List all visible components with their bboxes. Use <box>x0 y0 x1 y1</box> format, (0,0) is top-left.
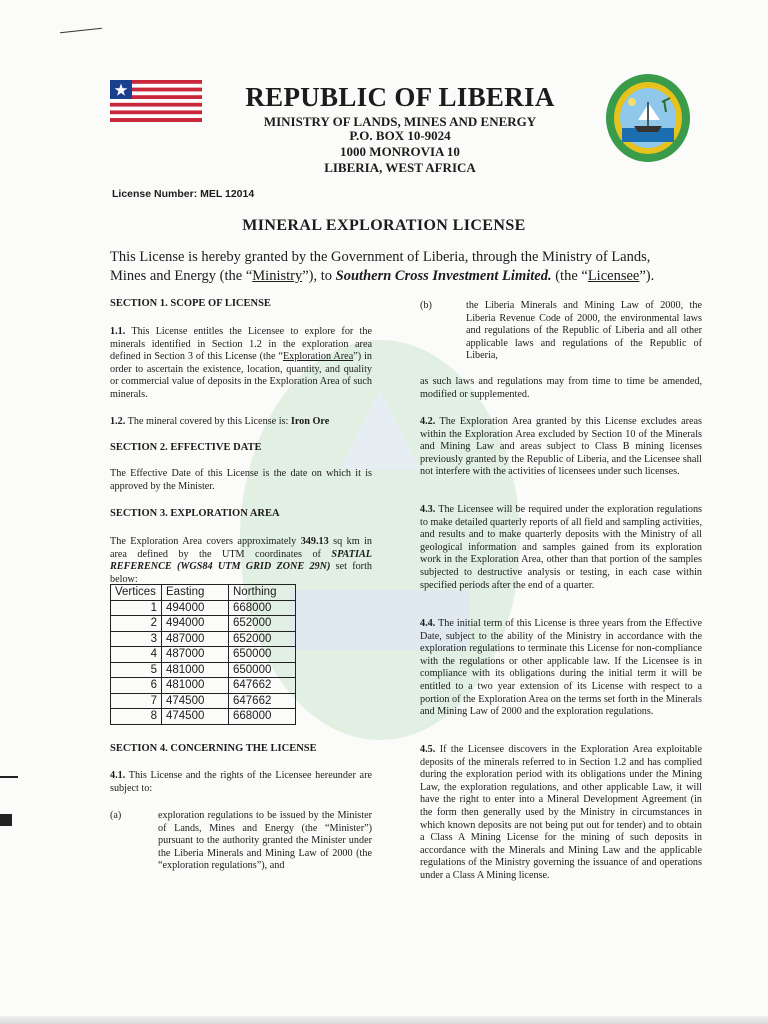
section3-text <box>110 536 372 586</box>
clause-text: ”) in order to ascertain the existence, location, quantity, and quality or commercial value of deposits in the Exploration Area of such minerals. <box>110 351 373 400</box>
col-header-vertices: Vertices <box>111 585 162 601</box>
vertex-cell: 4 <box>111 647 162 663</box>
table-row <box>111 693 296 709</box>
vertex-cell: 3 <box>111 631 162 647</box>
table-row <box>111 709 296 725</box>
section4-heading: SECTION 4. CONCERNING THE LICENSE <box>110 743 317 754</box>
header-title: REPUBLIC OF LIBERIA <box>245 82 555 112</box>
item-b-continuation: as such laws and regulations may from time to time be amended, modified or supplemented. <box>420 376 702 400</box>
clause-1-2 <box>110 416 372 429</box>
clause-text: sq km in area defined by the UTM coordinates of <box>110 536 372 560</box>
northing-cell: 652000 <box>229 616 296 632</box>
intro-text: ”). <box>639 268 655 284</box>
clause-text: The Exploration Area granted by this License excludes areas within the Exploration Area excluded by Section 10 of the Minerals and Mining Law and areas subject to Class B mining licenses previously granted by the Republic of Liberia, and the Licensee shall not interfere with the activities of licensees under such licenses. <box>420 416 702 478</box>
clause-text: The Exploration Area covers approximately <box>110 536 301 547</box>
licensee-term: Licensee <box>587 268 640 284</box>
easting-cell: 474500 <box>162 693 229 709</box>
vertex-cell: 7 <box>111 693 162 709</box>
easting-cell: 487000 <box>162 647 229 663</box>
table-row <box>111 678 296 694</box>
header-country: LIBERIA, WEST AFRICA <box>324 160 476 175</box>
ministry-term: Ministry <box>252 268 303 284</box>
table-row <box>111 647 296 663</box>
item-b-text: the Liberia Minerals and Mining Law of 2000, the Liberia Revenue Code of 2000, the environmental laws and regulations of the Republic of Liberia and all other applicable laws and regulations of the Republic of Liberia, <box>466 300 702 362</box>
vertex-cell: 1 <box>111 600 162 616</box>
section1-heading: SECTION 1. SCOPE OF LICENSE <box>110 298 271 309</box>
header-ministry: MINISTRY OF LANDS, MINES AND ENERGY <box>263 114 537 129</box>
northing-cell: 652000 <box>229 631 296 647</box>
scan-bottom-edge <box>0 1016 768 1024</box>
vertices-table <box>110 584 296 725</box>
clause-number: 4.3. <box>420 504 436 515</box>
clause-text: set forth below: <box>110 561 372 585</box>
clause-text: The initial term of this License is three years from the Effective Date, subject to the ability of the Ministry in accordance with the exploration regulations to terminate this License for non-compliance with the regulations or other applicable law. If the Licensee is in compliance with its obligations during the initial term it will be entitled to a two year extension of its License with respect to a portion of the Exploration Area on the terms set forth in the Minerals and Mining Law of 2000 and the exploration regulations. <box>420 618 702 718</box>
table-header-row <box>111 585 296 601</box>
clause-4-3 <box>420 504 702 592</box>
clause-number: 1.1. <box>110 326 126 337</box>
vertex-cell: 8 <box>111 709 162 725</box>
spatial-reference: SPATIAL REFERENCE (WGS84 UTM GRID ZONE 29N) <box>110 548 372 573</box>
col-header-northing: Northing <box>229 585 296 601</box>
clause-4-1 <box>110 770 372 795</box>
clause-text: This License and the rights of the Licensee hereunder are subject to: <box>110 770 372 794</box>
header-po-box: P.O. BOX 10-9024 <box>349 128 451 143</box>
easting-cell: 487000 <box>162 631 229 647</box>
item-a-label: (a) <box>110 810 122 821</box>
clause-number: 4.1. <box>110 770 126 781</box>
clause-text: The Licensee will be required under the exploration regulations to make detailed quarterly reports of all field and sampling activities, and results and to make quarterly deposits with the Ministry of all geological information and samples gained from its exploration work in the Exploration Area, other than that portion of the samples subjected to destructive analysis or testing, in each case within specified periods after the end of a quarter. <box>420 504 702 591</box>
vertex-cell: 2 <box>111 616 162 632</box>
northing-cell: 650000 <box>229 647 296 663</box>
pen-mark <box>60 28 102 33</box>
easting-cell: 481000 <box>162 678 229 694</box>
header-address: 1000 MONROVIA 10 <box>340 144 460 159</box>
clause-number: 4.2. <box>420 416 436 427</box>
easting-cell: 481000 <box>162 662 229 678</box>
intro-text: This License is hereby granted by the Government of Liberia, through the Ministry of Lands, Mines and Energy (the “ <box>110 249 651 284</box>
northing-cell: 647662 <box>229 693 296 709</box>
intro-text: ”), to <box>302 268 336 284</box>
easting-cell: 494000 <box>162 616 229 632</box>
table-row <box>111 662 296 678</box>
exploration-area-term: Exploration Area <box>282 351 354 363</box>
scan-edge-mark <box>0 814 12 826</box>
clause-4-4 <box>420 618 702 719</box>
licensee-name: Southern Cross Investment Limited. <box>335 268 552 284</box>
clause-1-1 <box>110 326 372 402</box>
col-header-easting: Easting <box>162 585 229 601</box>
clause-text: The mineral covered by this License is: <box>125 416 291 427</box>
section2-text: The Effective Date of this License is the date on which it is approved by the Minister. <box>110 468 372 492</box>
table-row <box>111 631 296 647</box>
clause-text: This License entitles the Licensee to explore for the minerals identified in Section 1.2 in the exploration area defined in Section 3 of this License (the “ <box>110 326 372 363</box>
clause-number: 4.5. <box>420 744 436 755</box>
mineral-name: Iron Ore <box>290 416 330 427</box>
vertex-cell: 6 <box>111 678 162 694</box>
northing-cell: 647662 <box>229 678 296 694</box>
northing-cell: 668000 <box>229 600 296 616</box>
clause-4-2 <box>420 416 702 479</box>
table-row <box>111 616 296 632</box>
northing-cell: 668000 <box>229 709 296 725</box>
easting-cell: 474500 <box>162 709 229 725</box>
northing-cell: 650000 <box>229 662 296 678</box>
document-title: MINERAL EXPLORATION LICENSE <box>242 217 526 234</box>
section2-heading: SECTION 2. EFFECTIVE DATE <box>110 442 262 453</box>
area-value: 349.13 <box>300 536 329 547</box>
easting-cell: 494000 <box>162 600 229 616</box>
clause-text: If the Licensee discovers in the Exploration Area exploitable deposits of the minerals referred to in Section 1.2 and has complied during the exploration period with its obligations under the Mining Law, the exploration regulations, and other applicable Law, it will have the right to enter into a Mineral Development Agreement (in the form then generally used by the Ministry in circumstances in which known deposits are not being put out for tender) and to obtain a Class A Mining License for the mining of such deposits in accordance with the Minerals and Mining Law and the applicable regulations of the Ministry governing the issuance of and operations under a Class A Mining license. <box>420 744 702 881</box>
intro-paragraph <box>110 248 688 286</box>
scan-edge-mark <box>0 776 18 778</box>
clause-number: 4.4. <box>420 618 436 629</box>
intro-text: (the “ <box>551 268 588 284</box>
vertex-cell: 5 <box>111 662 162 678</box>
liberia-seal-icon <box>604 72 692 164</box>
clause-4-5 <box>420 744 702 883</box>
liberia-flag-icon <box>110 80 202 122</box>
section3-heading: SECTION 3. EXPLORATION AREA <box>110 508 280 519</box>
table-row <box>111 600 296 616</box>
item-a-text: exploration regulations to be issued by the Minister of Lands, Mines and Energy (the “Minister”) pursuant to the authority granted the Minister under the Liberia Minerals and Mining Law of 2000 (the “exploration regulations”), and <box>158 810 372 872</box>
license-number: License Number: MEL 12014 <box>112 188 255 200</box>
item-b-label: (b) <box>420 300 432 311</box>
clause-number: 1.2. <box>110 416 126 427</box>
